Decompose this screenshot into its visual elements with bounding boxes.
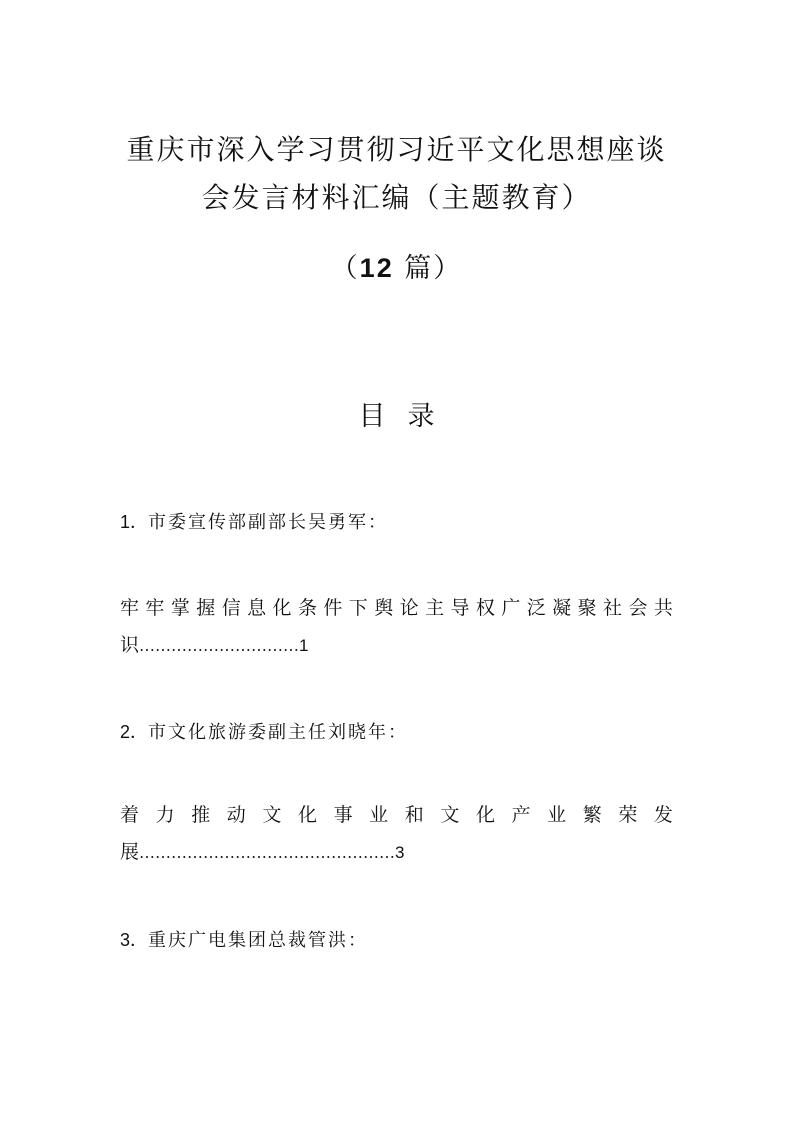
toc-entry-1-title-line-char: 信 xyxy=(221,597,241,619)
toc-entry-3-header xyxy=(120,926,368,952)
toc-entry-2-title-line-char: 动 xyxy=(226,804,246,826)
toc-entry-1-title-line-char: 聚 xyxy=(577,597,597,619)
toc-entry-2-page-number: 3 xyxy=(395,843,405,862)
toc-entry-1-title-line-char: 泛 xyxy=(526,597,546,619)
toc-entry-1-title-line-char: 广 xyxy=(501,597,521,619)
toc-entry-1-title-line-char: 论 xyxy=(399,597,419,619)
toc-entry-1-body[interactable] xyxy=(120,590,673,664)
toc-entry-2-number: 2． xyxy=(120,722,149,742)
toc-entry-1-title-end xyxy=(120,627,673,664)
toc-entry-2-title-line-char: 力 xyxy=(155,804,175,826)
count-number: 12 xyxy=(359,253,394,283)
toc-entry-1-title-line-char: 凝 xyxy=(552,597,572,619)
toc-entry-2-title-line-char: 事 xyxy=(333,804,353,826)
toc-entry-2-title-line-char: 着 xyxy=(120,804,140,826)
document-title-line-2: 会发言材料汇编（主题教育） xyxy=(201,181,592,214)
toc-entry-1-title-line-char: 权 xyxy=(475,597,495,619)
toc-entry-2-body[interactable] xyxy=(120,797,673,871)
toc-entry-3-number: 3． xyxy=(120,930,149,950)
toc-entry-2-title-line-char: 发 xyxy=(653,804,673,826)
toc-entry-2-title-tail: 展 xyxy=(120,841,140,863)
toc-entry-2-title-line-char: 产 xyxy=(511,804,531,826)
toc-heading: 目录 xyxy=(358,401,457,432)
toc-entry-1-page-number: 1 xyxy=(299,636,309,655)
toc-entry-1-title-line-char: 牢 xyxy=(145,597,165,619)
toc-entry-2-title-line-char: 荣 xyxy=(618,804,638,826)
toc-entry-1-title-line-char: 共 xyxy=(653,597,673,619)
toc-entry-2-speaker: 市文化旅游委副主任刘晓年： xyxy=(148,722,409,743)
toc-entry-2-title-end xyxy=(120,834,673,871)
toc-entry-1-title-line-char: 主 xyxy=(425,597,445,619)
toc-entry-2-title-line-char: 和 xyxy=(404,804,424,826)
toc-entry-1-title-line xyxy=(120,590,673,627)
toc-entry-2-title-line-char: 文 xyxy=(440,804,460,826)
article-count xyxy=(0,246,793,285)
toc-entry-1-title-line-char: 化 xyxy=(272,597,292,619)
document-title-line-1: 重庆市深入学习贯彻习近平文化思想座谈 xyxy=(126,133,667,166)
toc-entry-2-leader-dots: ………………………………………… xyxy=(139,843,396,862)
toc-entry-2-title-line xyxy=(120,797,673,834)
toc-entry-1-speaker: 市委宣传部副部长吴勇军： xyxy=(148,512,389,533)
toc-entry-1-title-line-char: 息 xyxy=(247,597,267,619)
toc-entry-2-title-line-char: 化 xyxy=(297,804,317,826)
toc-entry-2-title-line-char: 文 xyxy=(262,804,282,826)
toc-entry-1-number: 1． xyxy=(120,512,149,532)
toc-entry-1-title-line-char: 条 xyxy=(297,597,317,619)
toc-entry-1-title-line-char: 导 xyxy=(450,597,470,619)
toc-entry-2-title-line-char: 繁 xyxy=(582,804,602,826)
toc-entry-1-title-line-char: 会 xyxy=(628,597,648,619)
toc-entry-1-leader-dots: ………………………… xyxy=(139,636,300,655)
toc-entry-1-title-line-char: 件 xyxy=(323,597,343,619)
toc-entry-1-title-line-char: 社 xyxy=(603,597,623,619)
toc-entry-3-speaker: 重庆广电集团总裁管洪： xyxy=(148,930,369,951)
count-open-paren: （ xyxy=(330,253,360,284)
toc-entry-1-header xyxy=(120,508,388,534)
toc-entry-1-title-line-char: 牢 xyxy=(120,597,140,619)
toc-entry-2-title-line-char: 化 xyxy=(475,804,495,826)
toc-entry-1-title-line-char: 下 xyxy=(348,597,368,619)
toc-entry-1-title-tail: 识 xyxy=(120,634,140,656)
toc-entry-2-title-line-char: 业 xyxy=(369,804,389,826)
toc-entry-1-title-line-char: 掌 xyxy=(170,597,190,619)
count-close-text: 篇） xyxy=(393,253,463,284)
toc-entry-2-header xyxy=(120,718,408,744)
toc-entry-1-title-line-char: 握 xyxy=(196,597,216,619)
toc-entry-1-title-line-char: 舆 xyxy=(374,597,394,619)
toc-entry-2-title-line-char: 业 xyxy=(547,804,567,826)
toc-entry-2-title-line-char: 推 xyxy=(191,804,211,826)
